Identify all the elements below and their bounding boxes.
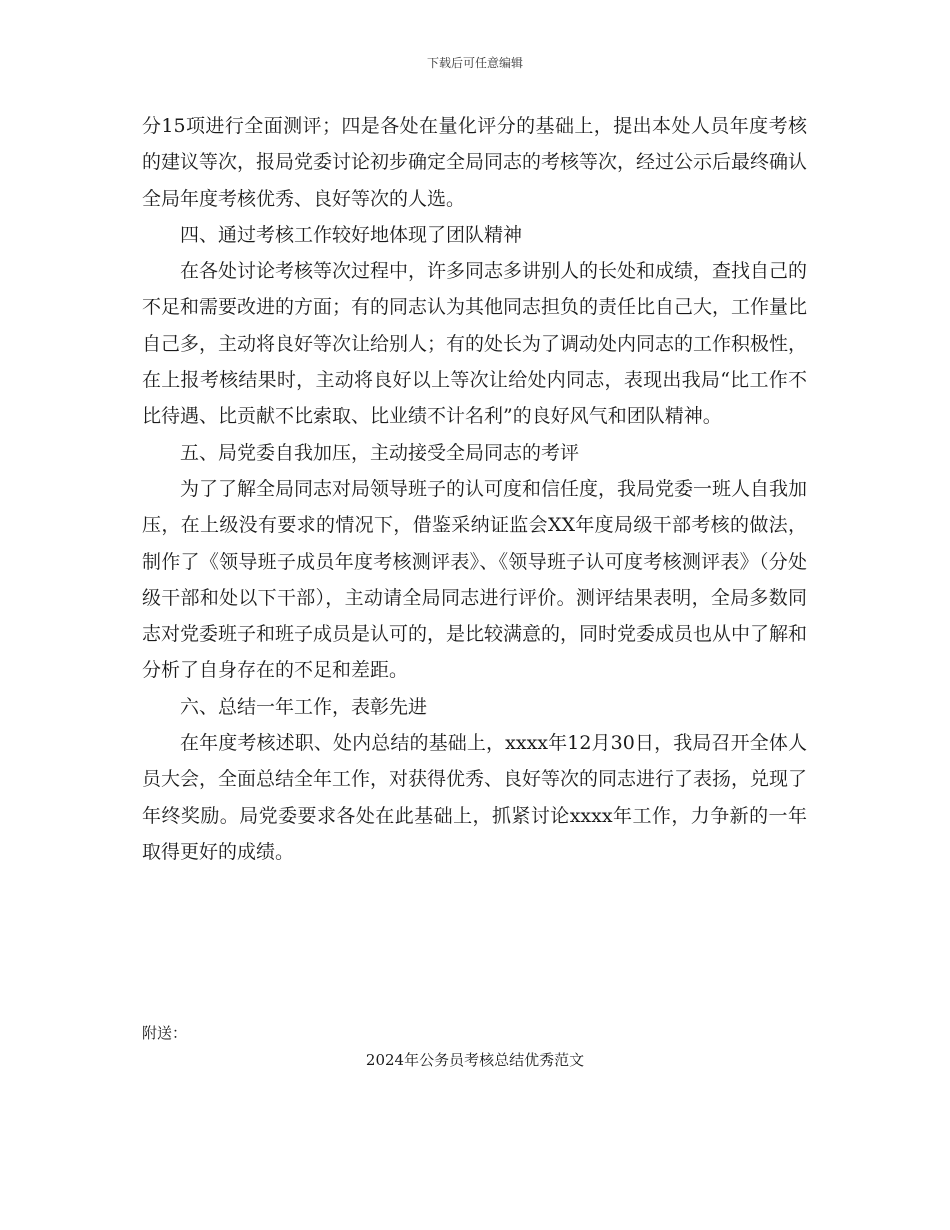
section-heading: 六、总结一年工作，表彰先进 bbox=[180, 695, 428, 718]
paragraph: 在各处讨论考核等次过程中，许多同志多讲别人的长处和成绩，查找自己的不足和需要改进的方面；有的同志认为其他同志担负的责任比自己大，工作量比自己多，主动将良好等次让给别人；有的处长为了调动处内同志的工作积极性，在上报考核结果时，主动将良好以上等次让给处内同志，表现出我局“比工作不比待遇、比贡献不比索取、比业绩不计名利”的良好风气和团队精神。 bbox=[142, 260, 808, 428]
paragraph: 在年度考核述职、处内总结的基础上，xxxx年12月30日，我局召开全体人员大会，全面总结全年工作，对获得优秀、良好等次的同志进行了表扬，兑现了年终奖励。局党委要求各处在此基础上，抓紧讨论xxxx年工作，力争新的一年取得更好的成绩。 bbox=[142, 732, 808, 863]
appendix-title: 2024年公务员考核总结优秀范文 bbox=[365, 1051, 585, 1069]
document-body bbox=[142, 108, 807, 870]
paragraph: 为了了解全局同志对局领导班子的认可度和信任度，我局党委一班人自我加压，在上级没有要求的情况下，借鉴采纳证监会XX年度局级干部考核的做法，制作了《领导班子成员年度考核测评表》、《领导班子认可度考核测评表》（分处级干部和处以下干部），主动请全局同志进行评价。测评结果表明，全局多数同志对党委班子和班子成员是认可的，是比较满意的，同时党委成员也从中了解和分析了自身存在的不足和差距。 bbox=[142, 477, 808, 682]
page-header: 下载后可任意编辑 bbox=[426, 56, 523, 70]
paragraph: 分15项进行全面测评；四是各处在量化评分的基础上，提出本处人员年度考核的建议等次，报局党委讨论初步确定全局同志的考核等次，经过公示后最终确认全局年度考核优秀、良好等次的人选。 bbox=[142, 115, 808, 210]
section-heading: 五、局党委自我加压，主动接受全局同志的考评 bbox=[180, 441, 580, 464]
section-heading: 四、通过考核工作较好地体现了团队精神 bbox=[180, 223, 523, 246]
appendix-label: 附送： bbox=[142, 1024, 188, 1042]
